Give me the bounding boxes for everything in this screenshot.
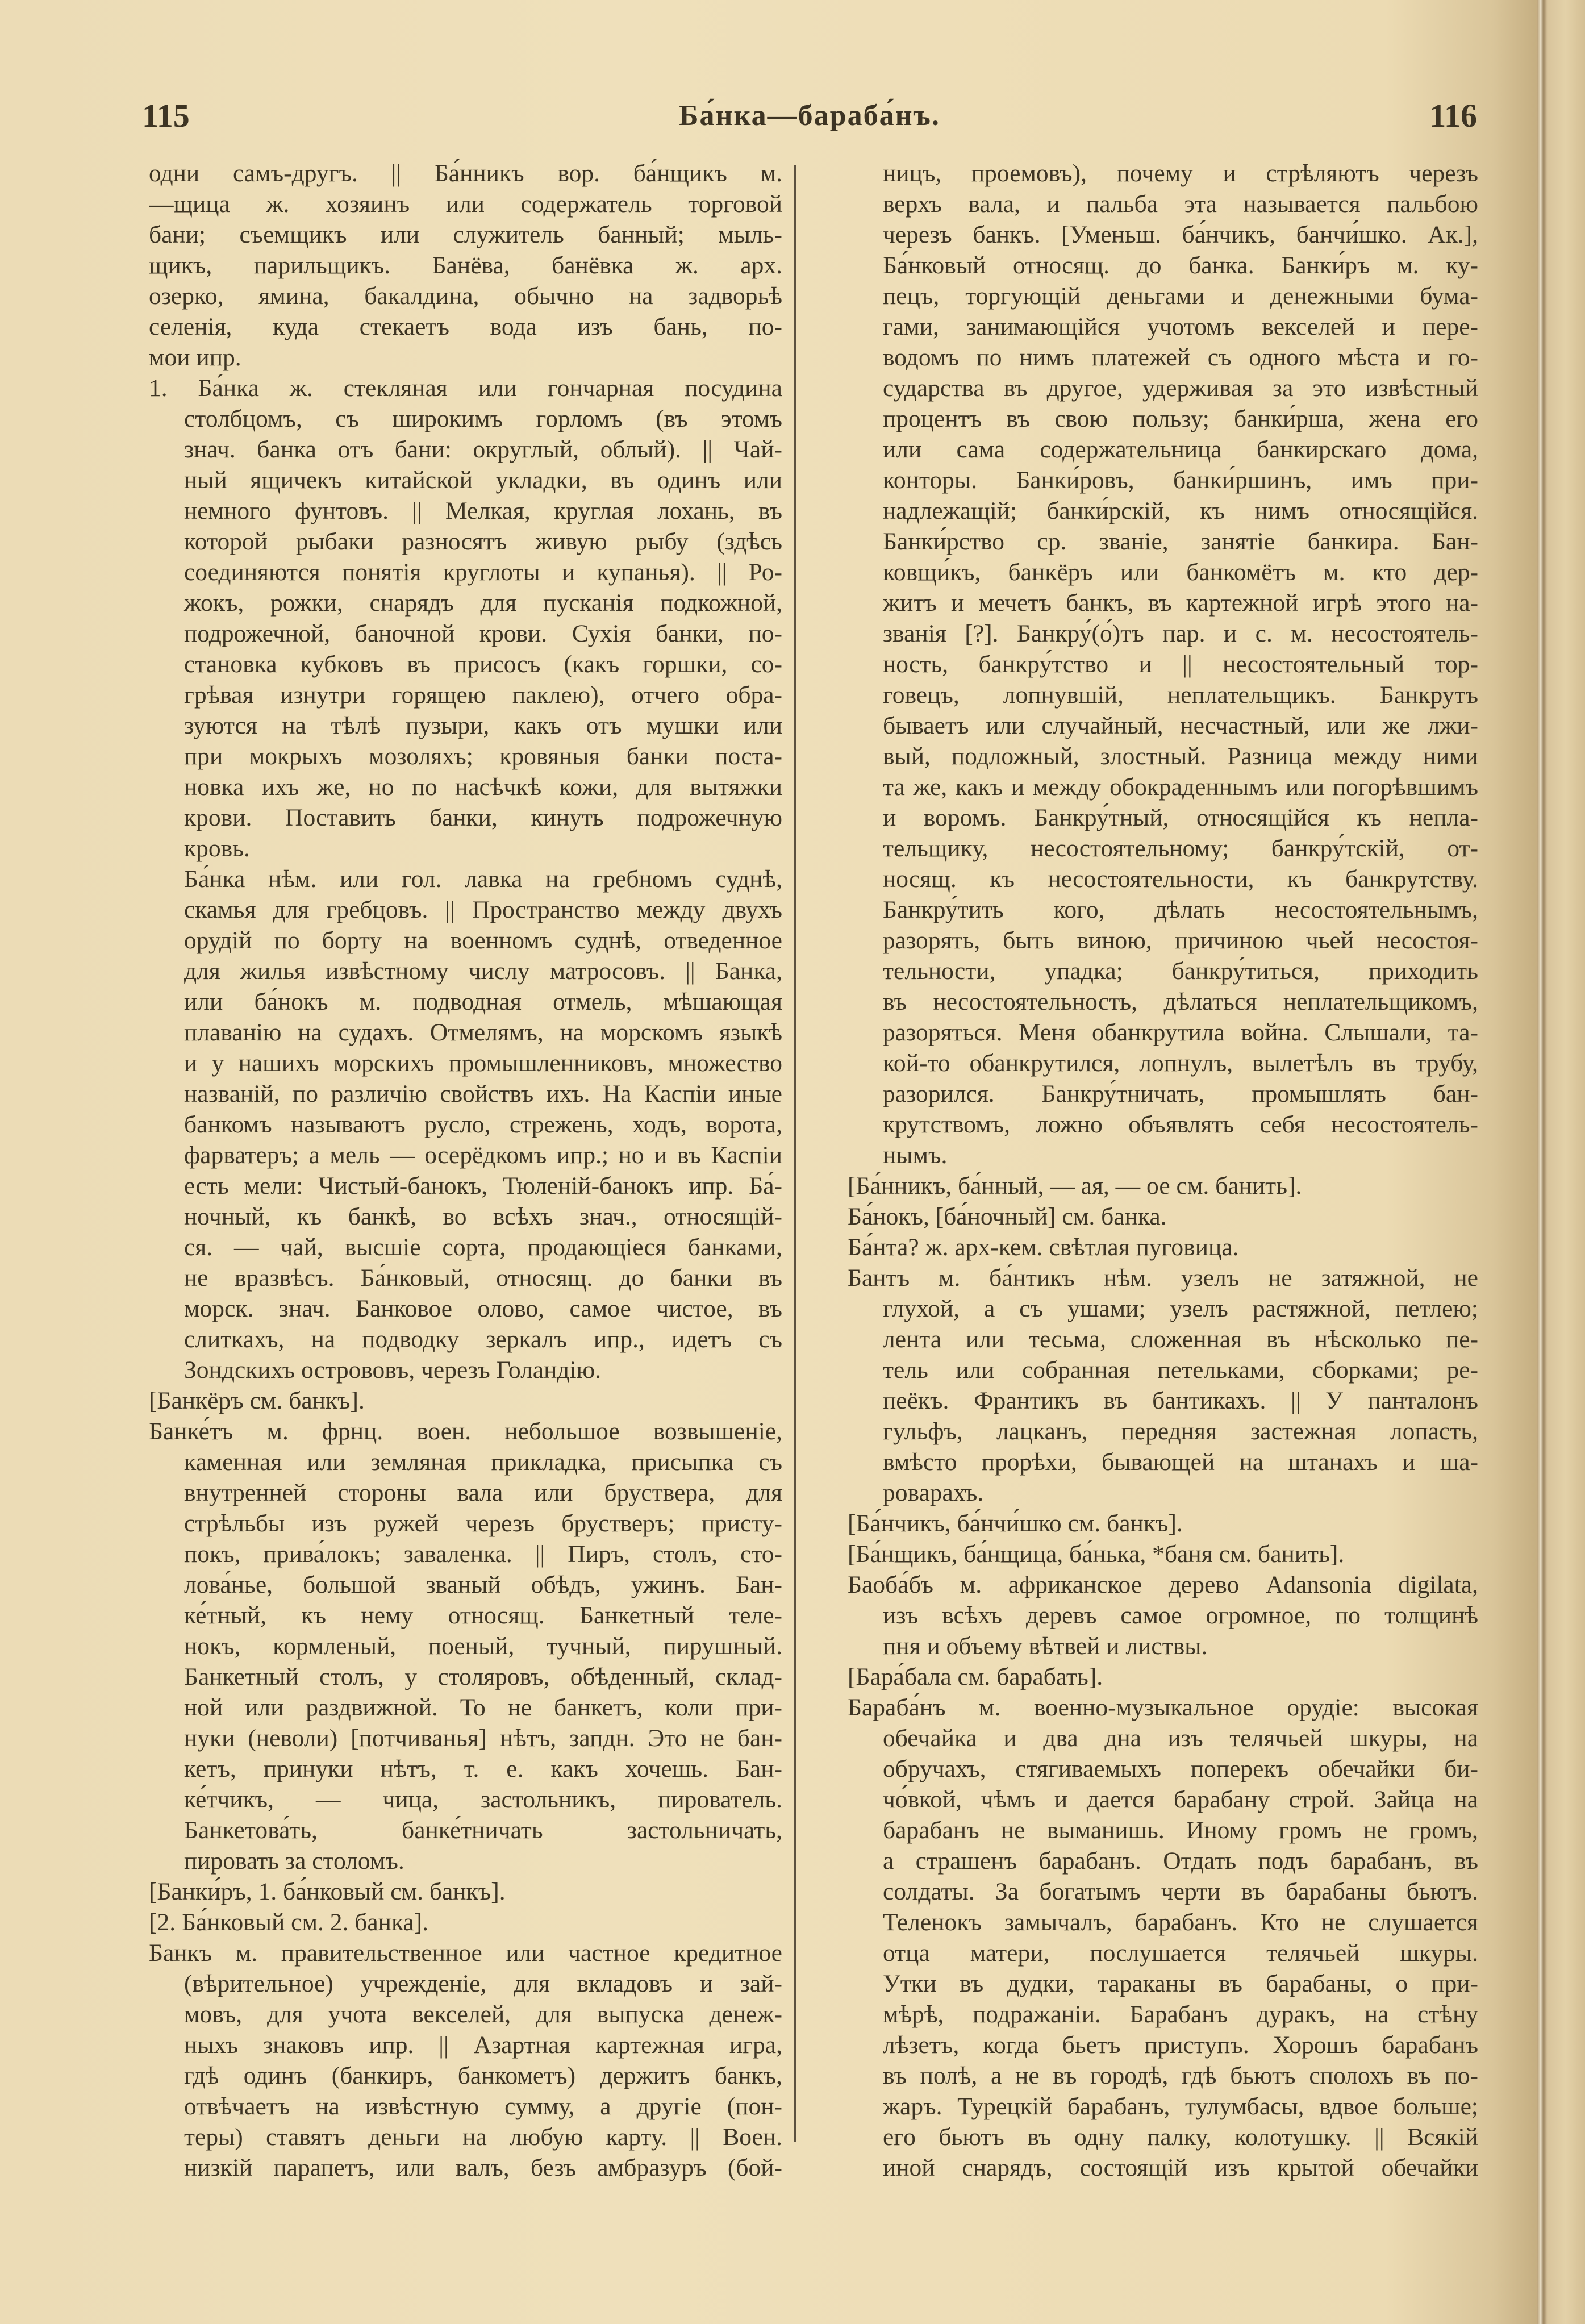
text-line: гульфъ, лацканъ, передняя застежная лопасть,	[883, 1418, 1478, 1445]
text-line: солдаты. За богатымъ черти въ барабаны бьютъ.	[883, 1878, 1478, 1905]
text-line: плаванію на судахъ. Отмелямъ, на морскомъ языкѣ	[184, 1019, 782, 1046]
text-line: въ полѣ, а не въ городѣ, гдѣ бьютъ сполохъ въ по-	[883, 2062, 1478, 2089]
text-line: Банки́рство ср. званіе, занятіе банкира. Бан-	[883, 528, 1478, 555]
text-line: банкомъ называютъ русло, стрежень, ходъ, ворота,	[184, 1111, 782, 1138]
text-line: мѣрѣ, подражаніи. Барабанъ дуракъ, на стѣну	[883, 2001, 1478, 2028]
text-line: барабанъ не выманишь. Иному громъ не громъ,	[883, 1817, 1478, 1844]
text-line: процентъ въ свою пользу; банки́рша, жена его	[883, 405, 1478, 432]
text-line: мои ипр.	[149, 344, 241, 371]
text-line: гдѣ одинъ (банкиръ, банкометъ) держитъ банкъ,	[184, 2062, 782, 2089]
text-line: знач. банка отъ бани: округлый, облый). || Чай-	[184, 436, 782, 463]
text-line: отца матери, послушается телячьей шкуры.	[883, 1939, 1478, 1967]
text-line: тельности, упадка; банкру́титься, приходить	[883, 957, 1478, 985]
text-line: разорять, быть виною, причиною чьей несостоя-	[883, 927, 1478, 954]
text-line: селенія, куда стекаетъ вода изъ бань, по-	[149, 313, 782, 340]
text-line: водомъ по нимъ платежей съ одного мѣста и го-	[883, 344, 1478, 371]
text-line: говецъ, лопнувшій, неплательщикъ. Банкрутъ	[883, 681, 1478, 709]
text-line: одни самъ-другъ. || Ба́нникъ вор. ба́нщикъ м.	[149, 160, 782, 187]
text-line: его бьютъ въ одну палку, колотушку. || Всякій	[883, 2123, 1478, 2151]
text-line: немного фунтовъ. || Мелкая, круглая лохань, въ	[184, 497, 782, 524]
text-line: каменная или земляная прикладка, присыпка съ	[184, 1448, 782, 1476]
text-line: становка кубковъ въ присосъ (какъ горшки, со-	[184, 651, 782, 678]
text-line: орудій по борту на военномъ суднѣ, отведенное	[184, 927, 782, 954]
text-line: тель или собранная петельками, сборками; ре-	[883, 1356, 1478, 1384]
text-line: обручахъ, стягиваемыхъ поперекъ обечайки би-	[883, 1755, 1478, 1782]
text-line: Ба́нта? ж. арх-кем. свѣтлая пуговица.	[848, 1234, 1239, 1261]
text-line: ке́тный, къ нему относящ. Банкетный теле-	[184, 1602, 782, 1629]
text-line: стрѣльбы изъ ружей черезъ брустверъ; присту-	[184, 1510, 782, 1537]
text-line: ковщи́къ, банкёръ или банкомётъ м. кто дер-	[883, 559, 1478, 586]
text-line: изъ всѣхъ деревъ самое огромное, по толщинѣ	[883, 1602, 1478, 1629]
text-line: подрожечной, баночной крови. Сухія банки, по-	[184, 620, 782, 647]
text-line: разорился. Банкру́тничать, промышлять бан-	[883, 1080, 1478, 1107]
text-line: [2. Ба́нковый см. 2. банка].	[149, 1909, 429, 1936]
text-line: Банкетный столъ, у столяровъ, обѣденный, склад-	[184, 1663, 782, 1690]
text-line: щикъ, парильщикъ. Банёва, банёвка ж. арх.	[149, 252, 782, 279]
text-line: Бантъ м. ба́нтикъ нѣм. узелъ не затяжной, не	[848, 1264, 1478, 1292]
text-line: пировать за столомъ.	[184, 1847, 404, 1875]
text-line: лѣзетъ, когда бьетъ приступъ. Хорошъ барабанъ	[883, 2031, 1478, 2059]
text-line: Банкъ м. правительственное или частное кредитное	[149, 1939, 782, 1967]
text-line: кой-то обанкрутился, лопнулъ, вылетѣлъ въ трубу,	[883, 1049, 1478, 1077]
text-line: лова́нье, большой званый обѣдъ, ужинъ. Бан-	[184, 1571, 782, 1598]
text-line: ницъ, проемовъ), почему и стрѣляютъ черезъ	[883, 160, 1478, 187]
text-line: внутренней стороны вала или бруствера, для	[184, 1479, 782, 1506]
text-line: кровь.	[184, 835, 250, 862]
text-line: Баоба́бъ м. африканское дерево Adansonia digilata,	[848, 1571, 1478, 1598]
text-line: [Ба́нникъ, ба́нный, — ая, — ое см. банить].	[848, 1172, 1302, 1200]
text-line: озерко, ямина, бакалдина, обычно на задворьѣ	[149, 282, 782, 310]
text-line: Зондскихъ острововъ, черезъ Голандію.	[184, 1356, 601, 1384]
left-column	[149, 158, 782, 2183]
text-line: ность, банкру́тство и || несостоятельный тор-	[883, 651, 1478, 678]
text-line: надлежащій; банки́рскій, къ нимъ относящійся.	[883, 497, 1478, 524]
text-line: слиткахъ, на подводку зеркалъ ипр., идетъ съ	[184, 1326, 782, 1353]
text-line: (вѣрительное) учрежденіе, для вкладовъ и зай-	[184, 1970, 782, 1997]
text-line: Бараба́нъ м. военно-музыкальное орудіе: высокая	[848, 1694, 1478, 1721]
text-line: та же, какъ и между обокраденнымъ или погорѣвшимъ	[883, 773, 1478, 801]
page-header	[142, 97, 1477, 142]
text-line: [Ба́нчикъ, ба́нчи́шко см. банкъ].	[848, 1510, 1183, 1537]
text-line: жаръ. Турецкій барабанъ, тулумбасы, вдвое больше;	[883, 2093, 1478, 2120]
text-line: верхъ вала, и пальба эта называется пальбою	[883, 190, 1478, 218]
text-line: покъ, прива́локъ; заваленка. || Пиръ, столъ, сто-	[184, 1540, 782, 1568]
text-line: Ба́нка нѣм. или гол. лавка на гребномъ суднѣ,	[184, 865, 782, 893]
text-line: нуки (неволи) [потчиванья] нѣтъ, запдн. Это не бан-	[184, 1725, 782, 1752]
text-line: черезъ банкъ. [Уменьш. ба́нчикъ, банчи́шко. Ак.],	[883, 221, 1478, 248]
text-line: званія [?]. Банкру́(о́)тъ пар. и с. м. несостоятель-	[883, 620, 1478, 647]
text-line: кетъ, принуки нѣтъ, т. е. какъ хочешь. Бан-	[184, 1755, 782, 1782]
text-line: житъ и мечетъ банкъ, въ картежной игрѣ этого на-	[883, 589, 1478, 617]
text-line: роварахъ.	[883, 1479, 984, 1506]
text-line: пня и объему вѣтвей и листвы.	[883, 1632, 1208, 1660]
text-line: при мокрыхъ мозоляхъ; кровяныя банки поста-	[184, 743, 782, 770]
text-line: тельщику, несостоятельному; банкру́тскій, от-	[883, 835, 1478, 862]
text-line: есть мели: Чистый-банокъ, Тюленій-банокъ ипр. Ба́-	[184, 1172, 782, 1200]
text-line: и у нашихъ морскихъ промышленниковъ, множество	[184, 1049, 782, 1077]
text-line: не вразвѣсъ. Ба́нковый, относящ. до банки въ	[184, 1264, 782, 1292]
text-line: названій, по различію свойствъ ихъ. На Каспіи иные	[184, 1080, 782, 1107]
text-line: ной или раздвижной. То не банкетъ, коли при-	[184, 1694, 782, 1721]
text-line: Утки въ дудки, тараканы въ барабаны, о при-	[883, 1970, 1478, 1997]
text-line: или ба́нокъ м. подводная отмель, мѣшающая	[184, 988, 782, 1015]
text-line: Банке́тъ м. фрнц. воен. небольшое возвышеніе,	[149, 1418, 782, 1445]
text-line: иной снарядъ, состоящій изъ крытой обечайки	[883, 2154, 1478, 2181]
text-line: фарватеръ; а мель — осерёдкомъ ипр.; но и въ Каспіи	[184, 1142, 782, 1169]
text-line: которой рыбаки разносятъ живую рыбу (здѣсь	[184, 528, 782, 555]
text-line: ночный, къ банкѣ, во всѣхъ знач., относящій-	[184, 1203, 782, 1230]
text-line: а страшенъ барабанъ. Отдать подъ барабанъ, въ	[883, 1847, 1478, 1875]
text-line: лента или тесьма, сложенная въ нѣсколько пе-	[883, 1326, 1478, 1353]
text-line: и воромъ. Банкру́тный, относящійся къ непла-	[883, 804, 1478, 831]
text-line: [Банки́ръ, 1. ба́нковый см. банкъ].	[149, 1878, 506, 1905]
text-line: бываетъ или случайный, несчастный, или же лжи-	[883, 712, 1478, 739]
text-line: соединяются понятія круглоты и купанья). || Ро-	[184, 559, 782, 586]
text-line: нымъ.	[883, 1142, 948, 1169]
text-line: морск. знач. Банковое олово, самое чистое, въ	[184, 1295, 782, 1322]
text-line: скамья для гребцовъ. || Пространство между двухъ	[184, 896, 782, 923]
text-line: вый, подложный, злостный. Разница между ними	[883, 743, 1478, 770]
text-line: ся. — чай, высшіе сорта, продающіеся банками,	[184, 1234, 782, 1261]
text-line: новка ихъ же, но по насѣчкѣ кожи, для вытяжки	[184, 773, 782, 801]
text-line: чо́вкой, чѣмъ и дается барабану строй. Зайца на	[883, 1786, 1478, 1813]
text-line: въ несостоятельность, дѣлаться неплательщикомъ,	[883, 988, 1478, 1015]
text-line: столбцомъ, съ широкимъ горломъ (въ этомъ	[184, 405, 782, 432]
text-line: пеёкъ. Франтикъ въ бантикахъ. || У панталонъ	[883, 1387, 1478, 1414]
text-line: Ба́нокъ, [ба́ночный] см. банка.	[848, 1203, 1167, 1230]
text-line: сударства въ другое, удерживая за это извѣстный	[883, 374, 1478, 402]
book-binding-edge	[1537, 0, 1585, 2324]
text-line: [Бара́бала см. барабать].	[848, 1663, 1103, 1690]
text-line: бани; съемщикъ или служитель банный; мыль-	[149, 221, 782, 248]
text-line: —щица ж. хозяинъ или содержатель торговой	[149, 190, 782, 218]
text-line: зуются на тѣлѣ пузыри, какъ отъ мушки или	[184, 712, 782, 739]
text-line: гами, занимающійся учотомъ векселей и пере-	[883, 313, 1478, 340]
text-line: теры) ставятъ деньги на любую карту. || Воен.	[184, 2123, 782, 2151]
text-line: глухой, а съ ушами; узелъ растяжной, петлею;	[883, 1295, 1478, 1322]
text-line: Банкру́тить кого, дѣлать несостоятельнымъ,	[883, 896, 1478, 923]
text-line: 1. Ба́нка ж. стекляная или гончарная посудина	[149, 374, 782, 402]
text-line: [Ба́нщикъ, ба́нщица, ба́нька, *баня см. банить].	[848, 1540, 1345, 1568]
text-line: ныхъ знаковъ ипр. || Азартная картежная игра,	[184, 2031, 782, 2059]
text-line: жокъ, рожки, снарядъ для пусканія подкожной,	[184, 589, 782, 617]
text-line: разоряться. Меня обанкрутила война. Слышали, та-	[883, 1019, 1478, 1046]
text-line: пецъ, торгующій деньгами и денежными бума-	[883, 282, 1478, 310]
text-line: низкій парапетъ, или валъ, безъ амбразуръ (бой-	[184, 2154, 782, 2181]
text-line: Банкетова́ть, банке́тничать застольничать,	[184, 1817, 782, 1844]
text-line: крутствомъ, ложно объявлять себя несостоятель-	[883, 1111, 1478, 1138]
text-line: ный ящичекъ китайской укладки, въ одинъ или	[184, 467, 782, 494]
text-line: или сама содержательница банкирскаго дома,	[883, 436, 1478, 463]
page-number-right: 116	[1429, 97, 1477, 134]
text-line: крови. Поставить банки, кинуть подрожечную	[184, 804, 782, 831]
text-line: конторы. Банки́ровъ, банки́ршинъ, имъ при-	[883, 467, 1478, 494]
text-line: мовъ, для учота векселей, для выпуска денеж-	[184, 2001, 782, 2028]
column-divider	[794, 165, 796, 2142]
text-line: ке́тчикъ, — чица, застольникъ, пирователь.	[184, 1786, 782, 1813]
text-line: обечайка и два дна изъ телячьей шкуры, на	[883, 1725, 1478, 1752]
page-number-left: 115	[142, 97, 190, 134]
text-line: нокъ, кормленый, поеный, тучный, пирушный.	[184, 1632, 782, 1660]
running-head: Ба́нка—бараба́нъ.	[679, 99, 940, 132]
text-line: [Банкёръ см. банкъ].	[149, 1387, 365, 1414]
text-line: Ба́нковый относящ. до банка. Банки́ръ м. ку-	[883, 252, 1478, 279]
right-column	[848, 158, 1478, 2183]
text-line: вмѣсто прорѣхи, бывающей на штанахъ и ша-	[883, 1448, 1478, 1476]
text-line: грѣвая изнутри горящею паклею), отчего обра-	[184, 681, 782, 709]
text-line: для жилья извѣстному числу матросовъ. || Банка,	[184, 957, 782, 985]
text-line: отвѣчаетъ на извѣстную сумму, а другіе (пон-	[184, 2093, 782, 2120]
text-line: Теленокъ замычалъ, барабанъ. Кто не слушается	[883, 1909, 1478, 1936]
text-line: носящ. къ несостоятельности, къ банкрутству.	[883, 865, 1478, 893]
